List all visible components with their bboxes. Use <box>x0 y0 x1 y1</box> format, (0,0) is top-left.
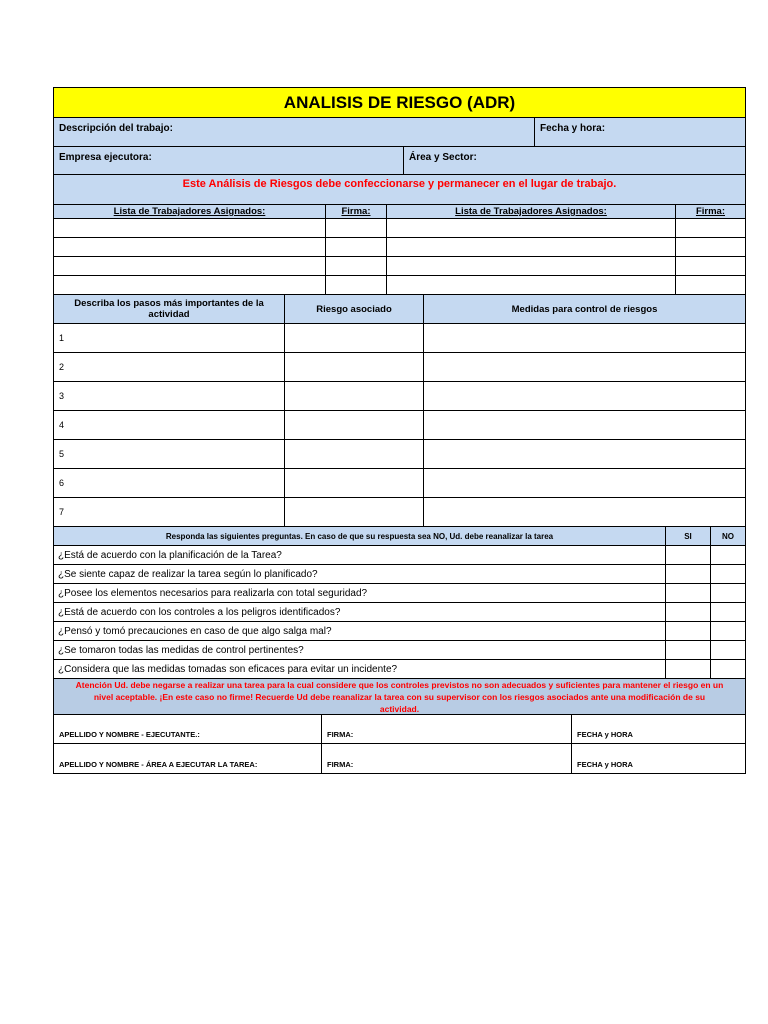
executor-name-field[interactable] <box>54 715 322 743</box>
work-description-field[interactable] <box>54 118 535 146</box>
area-name-label: APELLIDO Y NOMBRE - ÁREA A EJECUTAR LA TAREA: <box>59 760 258 769</box>
questions-instruction: Responda las siguientes preguntas. En caso de que su respuesta sea NO, Ud. debe reanalizar la tarea <box>54 527 666 545</box>
worker-name-cell[interactable] <box>54 238 326 256</box>
warning-text: Atención Ud. debe negarse a realizar una tarea para la cual considere que los controles previstos no son adecuados y suficientes para mantener el riesgo en un nivel aceptable. ¡En este caso no firme! Recuerde Ud debe reanalizar la tarea con su supervisor con los riesgos asociados ante una modificación de su actividad. <box>75 679 724 714</box>
step-number: 6 <box>59 478 65 488</box>
worker-name-cell[interactable] <box>387 257 676 275</box>
step-cell[interactable] <box>54 382 285 410</box>
yes-answer-cell[interactable] <box>666 641 711 659</box>
measures-cell[interactable] <box>424 382 745 410</box>
warning-row <box>54 679 745 715</box>
measures-cell[interactable] <box>424 324 745 352</box>
no-answer-cell[interactable] <box>711 641 745 659</box>
worker-sign-cell[interactable] <box>326 238 387 256</box>
question-row <box>54 622 745 641</box>
yes-header: SI <box>666 527 711 545</box>
no-header: NO <box>722 531 734 541</box>
yes-answer-cell[interactable] <box>666 584 711 602</box>
executor-name-label: APELLIDO Y NOMBRE - EJECUTANTE.: <box>59 730 200 739</box>
question-text: ¿Está de acuerdo con la planificación de la Tarea? <box>54 546 666 564</box>
yes-answer-cell[interactable] <box>666 660 711 678</box>
step-row <box>54 324 745 353</box>
question-row <box>54 660 745 679</box>
executor-sign-label: FIRMA: <box>327 730 354 739</box>
worker-sign-cell[interactable] <box>326 219 387 237</box>
risk-cell[interactable] <box>285 353 424 381</box>
question-text: ¿Pensó y tomó precauciones en caso de que algo salga mal? <box>54 622 666 640</box>
risk-cell[interactable] <box>285 324 424 352</box>
worker-name-cell[interactable] <box>387 276 676 294</box>
area-date-field[interactable] <box>572 744 745 773</box>
measures-cell[interactable] <box>424 411 745 439</box>
questions-header-row <box>54 527 745 546</box>
step-row <box>54 440 745 469</box>
area-sector-field[interactable] <box>404 147 745 174</box>
worker-row <box>54 276 745 295</box>
yes-answer-cell[interactable] <box>666 546 711 564</box>
company-row <box>54 147 745 175</box>
area-sign-field[interactable] <box>322 744 572 773</box>
worker-name-cell[interactable] <box>54 257 326 275</box>
worker-row <box>54 257 745 276</box>
risk-cell[interactable] <box>285 498 424 526</box>
question-text: ¿Está de acuerdo con los controles a los peligros identificados? <box>54 603 666 621</box>
work-description-label: Descripción del trabajo: <box>59 123 173 134</box>
question-row <box>54 641 745 660</box>
question-row <box>54 546 745 565</box>
steps-header: Describa los pasos más importantes de la actividad <box>54 295 285 323</box>
yes-answer-cell[interactable] <box>666 622 711 640</box>
step-number: 2 <box>59 362 65 372</box>
worker-sign-cell[interactable] <box>676 257 745 275</box>
steps-header-row <box>54 295 745 324</box>
no-answer-cell[interactable] <box>711 584 745 602</box>
risk-cell[interactable] <box>285 440 424 468</box>
risk-analysis-form <box>53 87 746 774</box>
step-cell[interactable] <box>54 440 285 468</box>
risk-cell[interactable] <box>285 411 424 439</box>
title-row <box>54 88 745 118</box>
question-text: ¿Se tomaron todas las medidas de control pertinentes? <box>54 641 666 659</box>
step-cell[interactable] <box>54 498 285 526</box>
notice-text: Este Análisis de Riesgos debe confeccionarse y permanecer en el lugar de trabajo. <box>182 178 617 190</box>
question-row <box>54 584 745 603</box>
no-answer-cell[interactable] <box>711 603 745 621</box>
step-row <box>54 382 745 411</box>
workers-list-header-2: Lista de Trabajadores Asignados: <box>387 205 676 218</box>
workers-list-header-1: Lista de Trabajadores Asignados: <box>54 205 326 218</box>
step-number: 7 <box>59 507 65 517</box>
area-sign-label: FIRMA: <box>327 760 354 769</box>
executor-sign-field[interactable] <box>322 715 572 743</box>
form-title: ANALISIS DE RIESGO (ADR) <box>54 88 745 117</box>
question-text: ¿Posee los elementos necesarios para realizarla con total seguridad? <box>54 584 666 602</box>
risk-cell[interactable] <box>285 469 424 497</box>
company-label: Empresa ejecutora: <box>59 152 152 163</box>
step-row <box>54 411 745 440</box>
step-cell[interactable] <box>54 353 285 381</box>
question-row <box>54 565 745 584</box>
no-answer-cell[interactable] <box>711 660 745 678</box>
notice-row <box>54 175 745 205</box>
signature-row-executor <box>54 715 745 744</box>
risk-header: Riesgo asociado <box>285 295 424 323</box>
yes-answer-cell[interactable] <box>666 603 711 621</box>
question-text: ¿Considera que las medidas tomadas son eficaces para evitar un incidente? <box>54 660 666 678</box>
yes-answer-cell[interactable] <box>666 565 711 583</box>
step-number: 5 <box>59 449 65 459</box>
area-name-field[interactable] <box>54 744 322 773</box>
date-time-field[interactable] <box>535 118 745 146</box>
measures-cell[interactable] <box>424 498 745 526</box>
worker-row <box>54 219 745 238</box>
worker-name-cell[interactable] <box>387 238 676 256</box>
step-row <box>54 498 745 527</box>
signature-row-area <box>54 744 745 773</box>
worker-row <box>54 238 745 257</box>
workers-header-row <box>54 205 745 219</box>
worker-sign-cell[interactable] <box>676 219 745 237</box>
workers-sign-header-1: Firma: <box>326 205 387 218</box>
question-text: ¿Se siente capaz de realizar la tarea según lo planificado? <box>54 565 666 583</box>
step-cell[interactable] <box>54 411 285 439</box>
area-date-label: FECHA y HORA <box>577 760 633 769</box>
worker-sign-cell[interactable] <box>676 276 745 294</box>
workers-sign-header-2: Firma: <box>695 206 726 217</box>
worker-sign-cell[interactable] <box>676 238 745 256</box>
no-answer-cell[interactable] <box>711 565 745 583</box>
measures-header: Medidas para control de riesgos <box>511 303 658 315</box>
step-number: 3 <box>59 391 65 401</box>
executor-date-field[interactable] <box>572 715 745 743</box>
area-sector-label: Área y Sector: <box>409 152 477 163</box>
executor-date-label: FECHA y HORA <box>577 730 633 739</box>
no-answer-cell[interactable] <box>711 546 745 564</box>
date-time-label: Fecha y hora: <box>540 123 606 134</box>
measures-cell[interactable] <box>424 353 745 381</box>
no-answer-cell[interactable] <box>711 622 745 640</box>
step-number: 1 <box>59 333 65 343</box>
worker-sign-cell[interactable] <box>326 257 387 275</box>
company-field[interactable] <box>54 147 404 174</box>
step-number: 4 <box>59 420 65 430</box>
worker-name-cell[interactable] <box>54 276 326 294</box>
step-cell[interactable] <box>54 324 285 352</box>
question-row <box>54 603 745 622</box>
measures-cell[interactable] <box>424 469 745 497</box>
risk-cell[interactable] <box>285 382 424 410</box>
step-row <box>54 469 745 498</box>
measures-cell[interactable] <box>424 440 745 468</box>
step-row <box>54 353 745 382</box>
worker-name-cell[interactable] <box>54 219 326 237</box>
worker-name-cell[interactable] <box>387 219 676 237</box>
description-row <box>54 118 745 147</box>
worker-sign-cell[interactable] <box>326 276 387 294</box>
step-cell[interactable] <box>54 469 285 497</box>
